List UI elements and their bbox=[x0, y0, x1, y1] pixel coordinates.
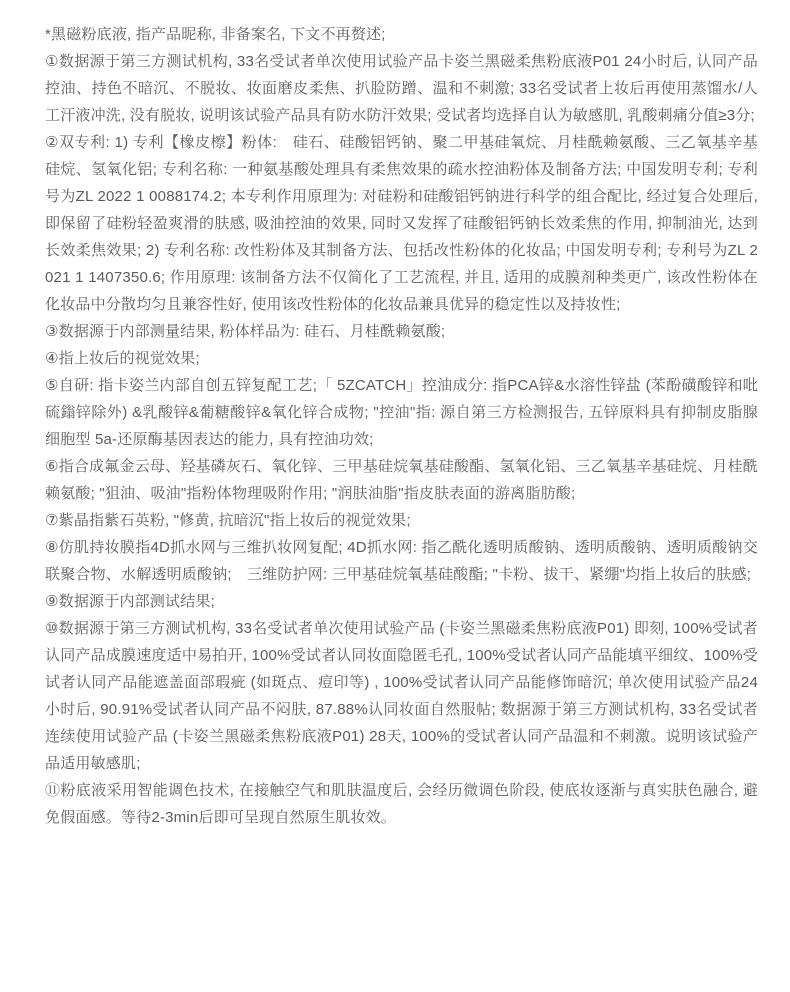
footnote-1-third-party-test: ①数据源于第三方测试机构, 33名受试者单次使用试验产品卡姿兰黑磁柔焦粉底液P01 24小时后, 认同产品控油、持色不暗沉、不脱妆、妆面磨皮柔焦、扒脸防蹭、温和不刺激; 33名受试者上妆后再使用蒸馏水/人工汗液冲洗, 没有脱妆, 说明该试验产品具有防水防汗效果; 受试者均选择自认为敏感肌, 乳酸刺痛分值≥3分; bbox=[45, 53, 758, 124]
footnote-9-internal-test: ⑨数据源于内部测试结果; bbox=[45, 593, 216, 610]
footnote-3-internal-measurement: ③数据源于内部测量结果, 粉体样品为: 硅石、月桂酰赖氨酸; bbox=[45, 323, 446, 340]
footnote-11-color-adjust-tech: ⑪粉底液采用智能调色技术, 在接触空气和肌肤温度后, 会经历微调色阶段, 使底妆逐渐与真实肤色融合, 避免假面感。等待2-3min后即可呈现自然原生肌妆效。 bbox=[45, 782, 758, 826]
footnote-10-consumer-test: ⑩数据源于第三方测试机构, 33名受试者单次使用试验产品 (卡姿兰黑磁柔焦粉底液P01) 即刻, 100%受试者认同产品成膜速度适中易拍开, 100%受试者认同妆面隐匿毛孔, 100%受试者认同产品能填平细纹、100%受试者认同产品能遮盖面部瑕疵 (如斑点、痘印等) , 100%受试者认同产品能修饰暗沉; 单次使用试验产品24小时后, 90.91%受试者认同产品不闷肤, 87.88%认同妆面自然服帖; 数据源于第三方测试机构, 33名受试者连续使用试验产品 (卡姿兰黑磁柔焦粉底液P01) 28天, 100%的受试者认同产品温和不刺激。说明该试验产品适用敏感肌; bbox=[45, 620, 758, 772]
footnote-7-amethyst: ⑦紫晶指紫石英粉, "修黄, 抗暗沉"指上妆后的视觉效果; bbox=[45, 512, 411, 529]
footnote-6-powder-ingredients: ⑥指合成氟金云母、羟基磷灰石、氧化锌、三甲基硅烷氧基硅酸酯、氢氧化铝、三乙氧基辛基硅烷、月桂酰赖氨酸; "狙油、吸油"指粉体物理吸附作用; "润肤油脂"指皮肤表面的游离脂肪酸; bbox=[45, 458, 758, 502]
footnote-2-dual-patents: ②双专利: 1) 专利【橡皮檫】粉体: 硅石、硅酸铝钙钠、聚二甲基硅氧烷、月桂酰赖氨酸、三乙氧基辛基硅烷、氢氧化铝; 专利名称: 一种氨基酸处理具有柔焦效果的疏水控油粉体及制备方法; 中国发明专利; 专利号为ZL 2022 1 0088174.2; 本专利作用原理为: 对硅粉和硅酸铝钙钠进行科学的组合配比, 经过复合处理后, 即保留了硅粉轻盈爽滑的肤感, 吸油控油的效果, 同时又发挥了硅酸铝钙钠长效柔焦的作用, 抑制油光, 达到长效柔焦效果; 2) 专利名称: 改性粉体及其制备方法、包括改性粉体的化妆品; 中国发明专利; 专利号为ZL 2021 1 1407350.6; 作用原理: 该制备方法不仅简化了工艺流程, 并且, 适用的成膜剂种类更广, 该改性粉体在化妆品中分散均匀且兼容性好, 使用该改性粉体的化妆品兼具优异的稳定性以及持妆性; bbox=[45, 134, 758, 313]
footnote-5-zinc-formula: ⑤自研: 指卡姿兰内部自创五锌复配工艺;「 5ZCATCH」控油成分: 指PCA锌&水溶性锌盐 (苯酚磺酸锌和吡硫鎓锌除外) &乳酸锌&葡糖酸锌&氧化锌合成物; "控油"指: 源自第三方检测报告, 五锌原料具有抑制皮脂腺细胞型 5a-还原酶基因表达的能力, 具有控油功效; bbox=[45, 377, 758, 448]
footnote-8-makeup-film: ⑧仿肌持妆膜指4D抓水网与三维扒妆网复配; 4D抓水网: 指乙酰化透明质酸钠、透明质酸钠、透明质酸钠交联聚合物、水解透明质酸钠; 三维防护网: 三甲基硅烷氧基硅酸酯; "卡粉、拔干、紧绷"均指上妆后的肤感; bbox=[45, 539, 758, 583]
footnote-4-visual-effect: ④指上妆后的视觉效果; bbox=[45, 350, 200, 367]
footnote-product-nickname: *黑磁粉底液, 指产品昵称, 非备案名, 下文不再赘述; bbox=[45, 26, 386, 43]
